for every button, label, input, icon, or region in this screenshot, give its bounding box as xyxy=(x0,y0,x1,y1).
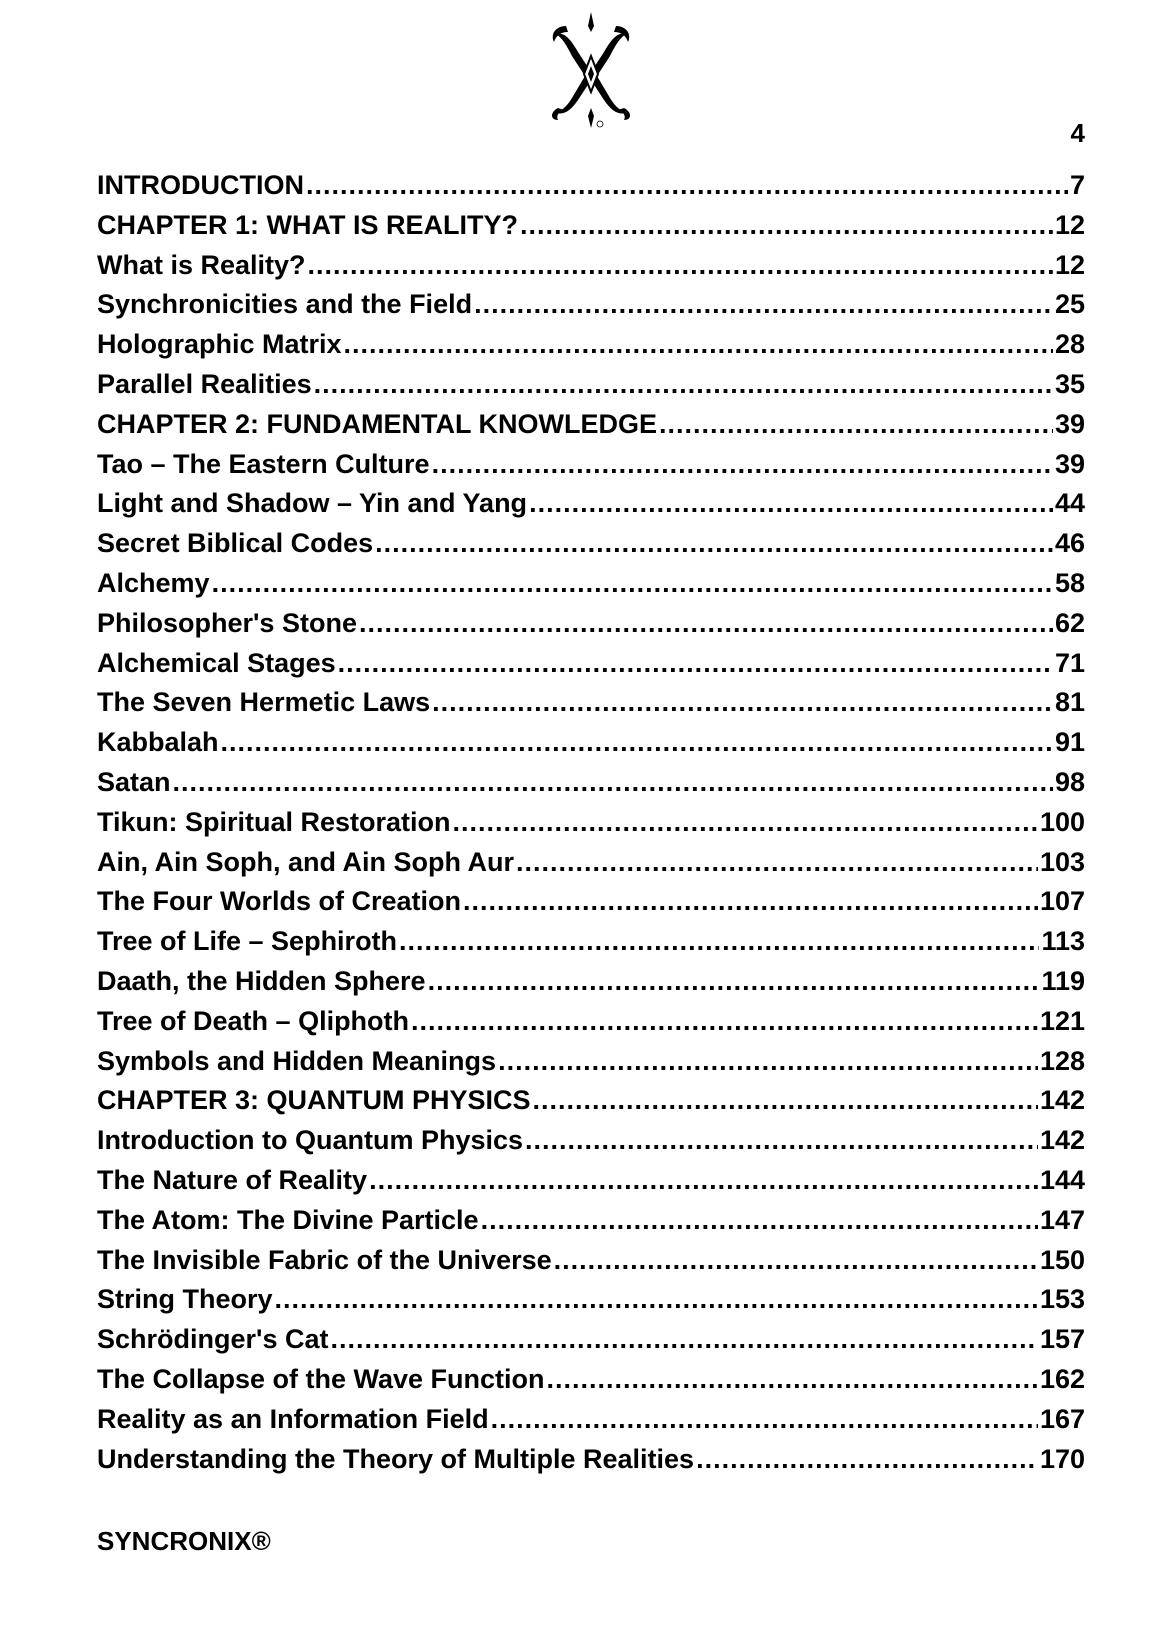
dot-leader xyxy=(399,922,1039,962)
dot-leader xyxy=(338,644,1053,684)
dot-leader xyxy=(491,1400,1038,1440)
dot-leader xyxy=(428,962,1040,1002)
toc-entry-page: 46 xyxy=(1054,528,1085,559)
toc-entry xyxy=(97,1002,1085,1042)
toc-entry-page: 12 xyxy=(1054,249,1085,280)
toc-entry xyxy=(97,644,1085,684)
toc-entry-page: 58 xyxy=(1054,567,1085,598)
toc-entry-page: 162 xyxy=(1039,1363,1085,1394)
toc-entry xyxy=(97,723,1085,763)
toc-entry-page: 147 xyxy=(1039,1204,1085,1235)
toc-entry xyxy=(97,1161,1085,1201)
page-number: 4 xyxy=(1070,118,1085,148)
toc-entry xyxy=(97,445,1085,485)
toc-entry-page: 113 xyxy=(1041,926,1085,957)
toc-entry-page: 35 xyxy=(1054,368,1085,399)
dot-leader xyxy=(696,1440,1038,1480)
toc-entry-title: Light and Shadow – Yin and Yang xyxy=(97,488,528,519)
toc-entry xyxy=(97,683,1085,723)
toc-entry-page: 142 xyxy=(1039,1085,1085,1116)
toc-entry-page: 91 xyxy=(1054,727,1085,758)
toc-entry xyxy=(97,1320,1085,1360)
toc-entry-page: 12 xyxy=(1054,209,1085,240)
dot-leader xyxy=(212,564,1053,604)
toc-entry-page: 128 xyxy=(1039,1045,1085,1076)
toc-entry-page: 44 xyxy=(1054,488,1085,519)
toc-entry-page: 150 xyxy=(1039,1244,1085,1275)
toc-entry-page: 7 xyxy=(1069,170,1085,200)
toc-entry xyxy=(97,365,1085,405)
toc-entry-title: Tikun: Spiritual Restoration xyxy=(97,806,451,837)
toc-entry-title: Kabbalah xyxy=(97,727,219,758)
toc-entry-page: 81 xyxy=(1054,687,1085,718)
toc-entry-page: 98 xyxy=(1054,766,1085,797)
toc-entry-title: CHAPTER 2: FUNDAMENTAL KNOWLEDGE xyxy=(97,408,657,439)
toc-entry xyxy=(97,1201,1085,1241)
toc-entry xyxy=(97,1121,1085,1161)
toc-entry-title: The Invisible Fabric of the Universe xyxy=(97,1244,552,1275)
toc-entry xyxy=(97,843,1085,883)
toc-entry xyxy=(97,564,1085,604)
toc-entry xyxy=(97,882,1085,922)
dot-leader xyxy=(474,285,1053,325)
toc-entry-page: 62 xyxy=(1054,607,1085,638)
toc-entry-title: String Theory xyxy=(97,1284,273,1315)
toc-entry xyxy=(97,1241,1085,1281)
dot-leader xyxy=(330,1320,1037,1360)
toc-entry-title: Ain, Ain Soph, and Ain Soph Aur xyxy=(97,846,514,877)
dot-leader xyxy=(344,325,1053,365)
toc-entry xyxy=(97,206,1085,246)
dot-leader xyxy=(173,763,1053,803)
toc-entry xyxy=(97,405,1085,445)
toc-entry-title: Introduction to Quantum Physics xyxy=(97,1125,524,1156)
dot-leader xyxy=(314,365,1053,405)
toc-entry-page: 119 xyxy=(1041,965,1085,996)
toc-entry-title: Daath, the Hidden Sphere xyxy=(97,965,426,996)
toc-entry xyxy=(97,604,1085,644)
toc-entry xyxy=(97,1400,1085,1440)
toc-entry-title: CHAPTER 1: WHAT IS REALITY? xyxy=(97,209,518,240)
dot-leader xyxy=(516,843,1038,883)
dot-leader xyxy=(498,1042,1038,1082)
toc-entry xyxy=(97,803,1085,843)
toc-entry-title: Synchronicities and the Field xyxy=(97,289,473,320)
toc-entry-title: Secret Biblical Codes xyxy=(97,528,374,559)
toc-entry-page: 170 xyxy=(1039,1443,1085,1474)
brand-footer: SYNCRONIX® xyxy=(97,1526,271,1556)
toc-entry-page: 39 xyxy=(1054,448,1085,479)
toc-entry-title: Schrödinger's Cat xyxy=(97,1324,329,1355)
dot-leader xyxy=(520,206,1053,246)
dot-leader xyxy=(275,1280,1038,1320)
toc-entry-title: INTRODUCTION xyxy=(97,170,304,200)
toc-entry-page: 142 xyxy=(1039,1125,1085,1156)
dot-leader xyxy=(369,1161,1038,1201)
dot-leader xyxy=(554,1241,1038,1281)
dot-leader xyxy=(359,604,1053,644)
toc-entry xyxy=(97,166,1085,206)
toc-entry xyxy=(97,1081,1085,1121)
toc-entry-title: The Atom: The Divine Particle xyxy=(97,1204,479,1235)
dot-leader xyxy=(221,723,1053,763)
toc-entry-title: CHAPTER 3: QUANTUM PHYSICS xyxy=(97,1085,531,1116)
dot-leader xyxy=(306,166,1068,206)
toc-entry-title: Reality as an Information Field xyxy=(97,1403,489,1434)
toc-entry-page: 167 xyxy=(1039,1403,1085,1434)
dot-leader xyxy=(453,803,1038,843)
toc-entry xyxy=(97,922,1085,962)
toc-entry-title: The Nature of Reality xyxy=(97,1164,368,1195)
toc-entry-title: The Collapse of the Wave Function xyxy=(97,1363,545,1394)
toc-entry-title: Symbols and Hidden Meanings xyxy=(97,1045,497,1076)
toc-entry-title: Philosopher's Stone xyxy=(97,607,357,638)
toc-entry xyxy=(97,763,1085,803)
toc-entry-page: 157 xyxy=(1039,1324,1085,1355)
dot-leader xyxy=(375,524,1053,564)
toc-entry-page: 25 xyxy=(1054,289,1085,320)
toc-entry-title: The Seven Hermetic Laws xyxy=(97,687,431,718)
toc-entry-page: 121 xyxy=(1039,1005,1085,1036)
toc-entry xyxy=(97,524,1085,564)
dot-leader xyxy=(432,683,1053,723)
toc-entry-title: What is Reality? xyxy=(97,249,306,280)
toc-entry xyxy=(97,1440,1085,1480)
toc-entry-title: Tree of Death – Qliphoth xyxy=(97,1005,410,1036)
toc-entry-title: Alchemical Stages xyxy=(97,647,336,678)
dot-leader xyxy=(659,405,1053,445)
toc-entry-title: Understanding the Theory of Multiple Realities xyxy=(97,1443,695,1474)
toc-entry-title: Tree of Life – Sephiroth xyxy=(97,926,398,957)
table-of-contents xyxy=(97,166,1085,1479)
dot-leader xyxy=(533,1081,1038,1121)
toc-entry xyxy=(97,246,1085,286)
toc-entry-title: The Four Worlds of Creation xyxy=(97,886,461,917)
toc-entry xyxy=(97,1280,1085,1320)
toc-entry-title: Holographic Matrix xyxy=(97,329,342,360)
dot-leader xyxy=(308,246,1053,286)
toc-entry-title: Satan xyxy=(97,766,171,797)
toc-entry-page: 153 xyxy=(1039,1284,1085,1315)
toc-entry-page: 71 xyxy=(1054,647,1085,678)
dot-leader xyxy=(411,1002,1038,1042)
toc-entry xyxy=(97,285,1085,325)
dot-leader xyxy=(547,1360,1038,1400)
toc-entry-page: 100 xyxy=(1039,806,1085,837)
toc-entry xyxy=(97,325,1085,365)
toc-entry xyxy=(97,962,1085,1002)
ornate-crossed-emblem-icon xyxy=(548,12,634,130)
toc-entry-page: 107 xyxy=(1039,886,1085,917)
toc-entry-page: 28 xyxy=(1054,329,1085,360)
toc-entry xyxy=(97,1360,1085,1400)
toc-entry-title: Alchemy xyxy=(97,567,210,598)
dot-leader xyxy=(525,1121,1038,1161)
dot-leader xyxy=(529,484,1053,524)
toc-entry-title: Tao – The Eastern Culture xyxy=(97,448,430,479)
toc-entry-page: 144 xyxy=(1039,1164,1085,1195)
toc-entry-page: 39 xyxy=(1054,408,1085,439)
toc-entry xyxy=(97,484,1085,524)
toc-entry-page: 103 xyxy=(1039,846,1085,877)
toc-entry-title: Parallel Realities xyxy=(97,368,312,399)
dot-leader xyxy=(463,882,1038,922)
dot-leader xyxy=(481,1201,1038,1241)
toc-entry xyxy=(97,1042,1085,1082)
dot-leader xyxy=(432,445,1053,485)
